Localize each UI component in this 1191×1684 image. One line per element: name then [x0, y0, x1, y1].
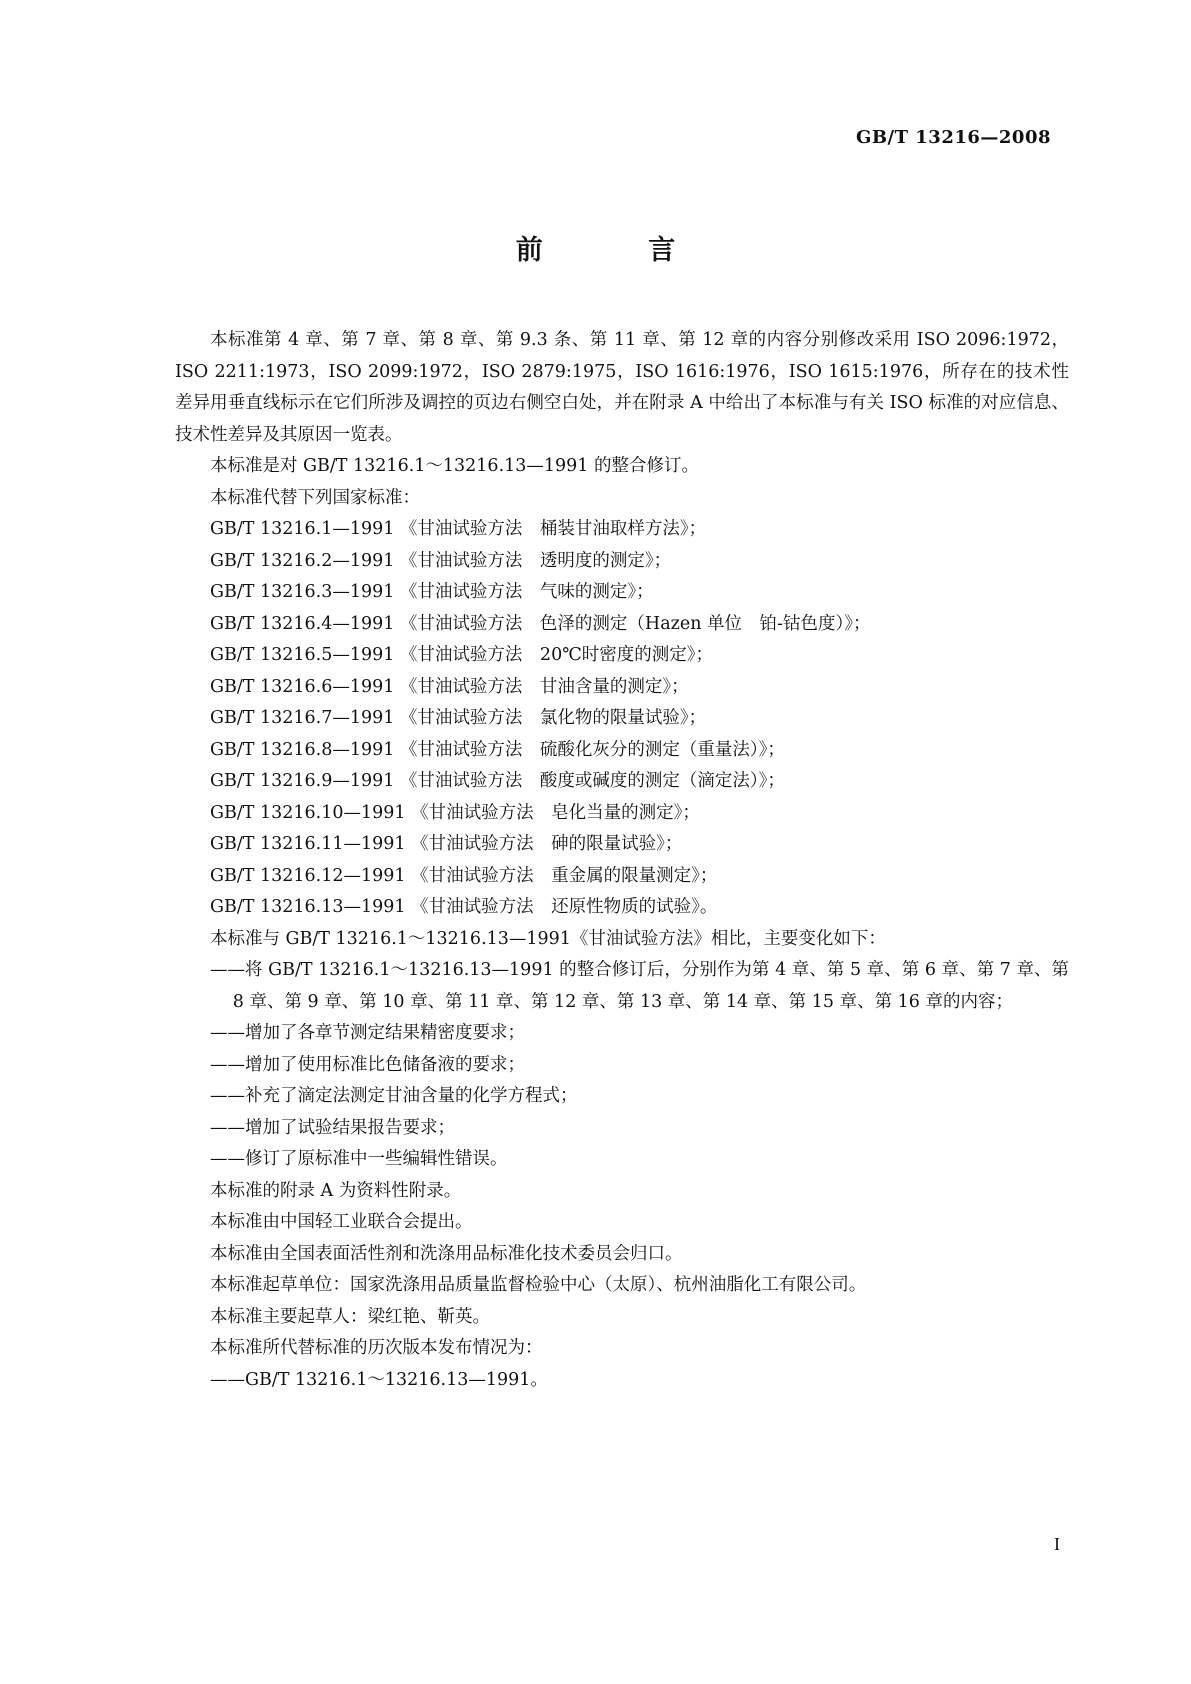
change-item: ——将 GB/T 13216.1～13216.13—1991 的整合修订后，分别作为第 4 章、第 5 章、第 6 章、第 7 章、第 8 章、第 9 章、第 10 章、第 11 章、第 12 章、第 13 章、第 14 章、第 15 章、第 16 章的内容；	[210, 960, 1069, 1012]
list-item: GB/T 13216.6—1991 《甘油试验方法 甘油含量的测定》；	[210, 676, 689, 697]
changes-list	[175, 955, 1069, 1176]
list-item: GB/T 13216.2—1991 《甘油试验方法 透明度的测定》；	[210, 550, 672, 571]
intro-paragraph: 本标准第 4 章、第 7 章、第 8 章、第 9.3 条、第 11 章、第 12 章的内容分别修改采用 ISO 2096:1972，ISO 2211:1973，ISO 2099:1972，ISO 2879:1975，ISO 1616:1976，ISO 1615:1976，所存在的技术性差异用垂直线标示在它们所涉及调控的页边右侧空白处，并在附录 A 中给出了本标准与有关 ISO 标准的对应信息、技术性差异及其原因一览表。	[175, 330, 1069, 445]
revision-paragraph: 本标准是对 GB/T 13216.1～13216.13—1991 的整合修订。	[210, 456, 699, 476]
change-item: ——增加了各章节测定结果精密度要求；	[210, 1023, 525, 1043]
list-item: GB/T 13216.13—1991 《甘油试验方法 还原性物质的试验》。	[210, 897, 718, 917]
history-item: ——GB/T 13216.1～13216.13—1991。	[210, 1369, 548, 1390]
page-number: I	[1054, 1534, 1060, 1554]
list-item: GB/T 13216.7—1991 《甘油试验方法 氯化物的限量试验》；	[210, 708, 707, 728]
list-item: GB/T 13216.12—1991 《甘油试验方法 重金属的限量测定》；	[210, 865, 718, 886]
list-item: GB/T 13216.10—1991 《甘油试验方法 皂化当量的测定》；	[210, 802, 700, 823]
managed-by-paragraph: 本标准由全国表面活性剂和洗涤用品标准化技术委员会归口。	[210, 1243, 683, 1264]
list-item: GB/T 13216.5—1991 《甘油试验方法 20℃时密度的测定》；	[210, 645, 714, 665]
proposed-by-paragraph: 本标准由中国轻工业联合会提出。	[210, 1212, 473, 1232]
history-intro-paragraph: 本标准所代替标准的历次版本发布情况为：	[210, 1338, 543, 1358]
change-item: ——增加了使用标准比色储备液的要求；	[210, 1054, 525, 1075]
list-item: GB/T 13216.1—1991 《甘油试验方法 桶装甘油取样方法》；	[210, 519, 707, 539]
preface-body	[175, 325, 1069, 1396]
list-item: GB/T 13216.8—1991 《甘油试验方法 硫酸化灰分的测定（重量法）》；	[210, 739, 785, 760]
list-item: GB/T 13216.4—1991 《甘油试验方法 色泽的测定（Hazen 单位 铂-钴色度）》；	[210, 613, 871, 634]
change-item: ——增加了试验结果报告要求；	[210, 1117, 455, 1138]
list-item: GB/T 13216.9—1991 《甘油试验方法 酸度或碱度的测定（滴定法）》；	[210, 771, 785, 791]
list-item: GB/T 13216.11—1991 《甘油试验方法 砷的限量试验》；	[210, 834, 683, 854]
annex-paragraph: 本标准的附录 A 为资料性附录。	[210, 1180, 462, 1201]
replaces-paragraph: 本标准代替下列国家标准：	[210, 487, 420, 508]
standard-number: GB/T 13216—2008	[855, 127, 1051, 148]
change-item: ——补充了滴定法测定甘油含量的化学方程式；	[210, 1086, 578, 1106]
drafters-paragraph: 本标准主要起草人：梁红艳、靳英。	[210, 1306, 490, 1327]
change-item: ——修订了原标准中一些编辑性错误。	[210, 1149, 508, 1169]
changes-intro: 本标准与 GB/T 13216.1～13216.13—1991《甘油试验方法》相比，主要变化如下：	[210, 928, 886, 949]
drafting-units-paragraph: 本标准起草单位：国家洗涤用品质量监督检验中心（太原）、杭州油脂化工有限公司。	[210, 1275, 867, 1295]
page-title: 前 言	[515, 235, 724, 266]
replaced-standards-list	[175, 514, 1069, 924]
list-item: GB/T 13216.3—1991 《甘油试验方法 气味的测定》；	[210, 582, 654, 602]
